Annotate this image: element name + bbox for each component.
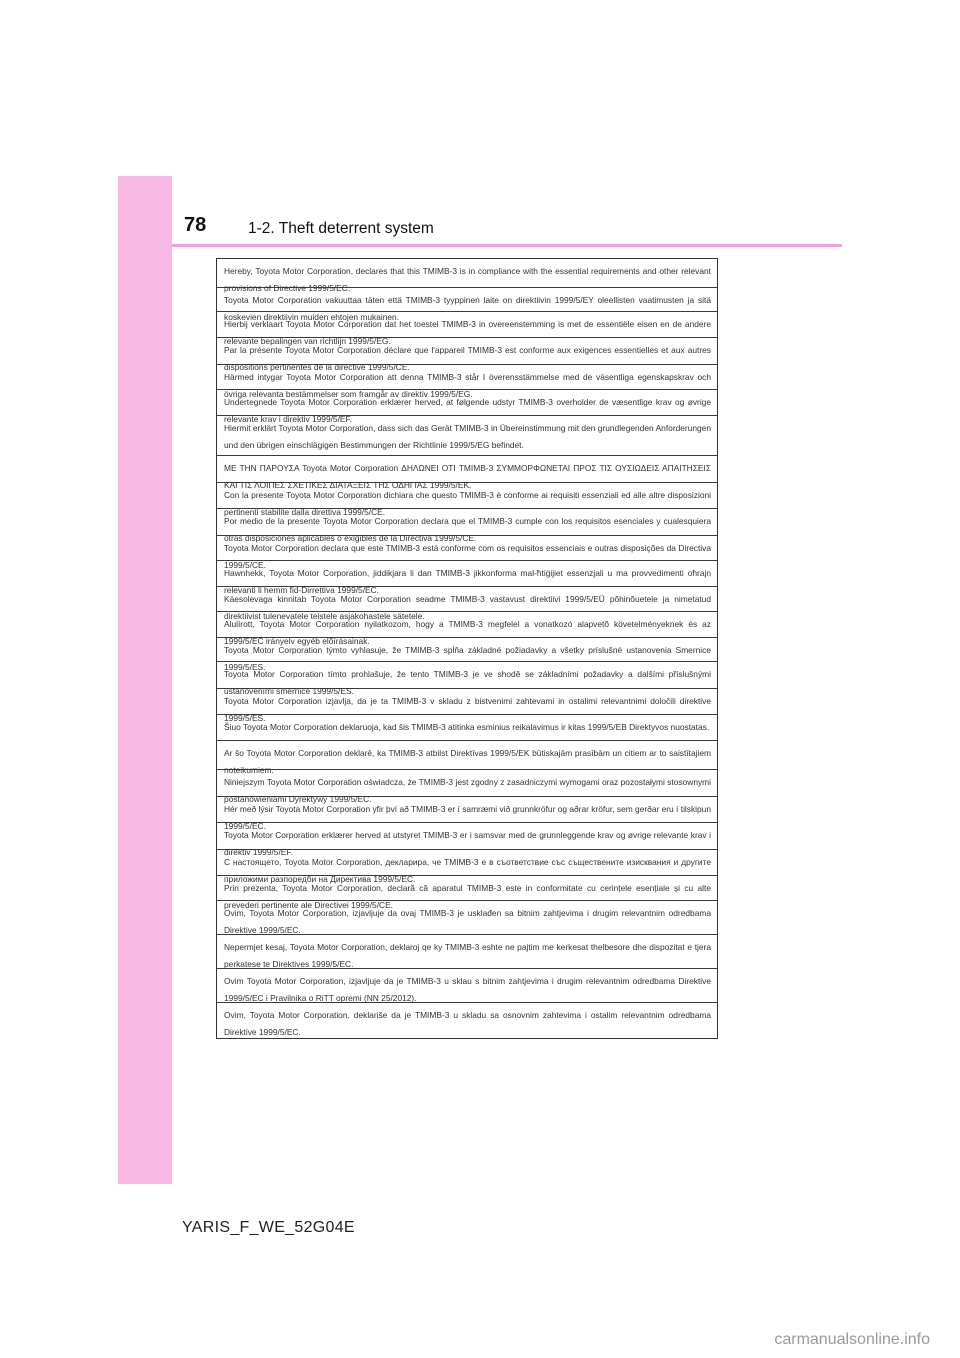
- declaration-text: Toyota Motor Corporation tímto prohlašuje, že tento TMIMB-3 je ve shodě se základními požadavky a dalšími příslušnými ustanoveními směrnice 1999/5/ES.: [224, 669, 711, 696]
- declaration-item: [217, 770, 717, 804]
- declaration-text: Toyota Motor Corporation erklærer herved at utstyret TMIMB-3 er i samsvar med de grunnleggende krav og øvrige relevante krav i direktiv 1999/5/EF.: [224, 830, 711, 857]
- declaration-item: [217, 536, 717, 570]
- declaration-item: [217, 483, 717, 517]
- header-rule: [172, 244, 842, 247]
- declaration-text: Por medio de la presente Toyota Motor Corporation declara que el TMIMB-3 cumple con los requisitos esenciales y cualesquiera otras disposiciones aplicables o exigibles de la Directiva 1999/5/CE.: [224, 516, 711, 543]
- declaration-text: С настоящето, Toyota Motor Corporation, декларира, че TMIMB-3 е в съответствие със съществените изисквания и другите приложими разпоредби на Директива 1999/5/ЕС.: [224, 857, 711, 884]
- declaration-text: Toyota Motor Corporation týmto vyhlasuje, že TMIMB-3 spĺňa základné požiadavky a všetky príslušné ustanovenia Smernice 1999/5/ES.: [224, 645, 711, 672]
- declaration-text: Prin prezenta, Toyota Motor Corporation, declară că aparatul TMIMB-3 este in conformitate cu cerințele esențiale și cu alte prevederi pertinente ale Directivei 1999/5/CE.: [224, 883, 711, 910]
- declaration-item: [217, 587, 717, 621]
- declaration-text: Nepermjet kesaj, Toyota Motor Corporation, deklaroj qe ky TMIMB-3 eshte ne pajtim me kerkesat thelbesore dhe dispozitat e tjera perkatese te Direktives 1999/5/EC.: [224, 942, 711, 969]
- declaration-text: Ovim, Toyota Motor Corporation, izjavljuje da ovaj TMIMB-3 je usklađen sa bitnim zahtjevima i drugim relevantnim odredbama Direktive 1999/5/EC.: [224, 908, 711, 935]
- declaration-item: [217, 715, 717, 741]
- declaration-item: [217, 338, 717, 372]
- declaration-text: Hereby, Toyota Motor Corporation, declares that this TMIMB-3 is in compliance with the essential requirements and other relevant provisions of Directive 1999/5/EC.: [224, 266, 711, 293]
- declaration-text: Hiermit erklärt Toyota Motor Corporation, dass sich das Gerät TMIMB-3 in Übereinstimmung mit den grundlegenden Anforderungen und den übrigen einschlägigen Bestimmungen der Richtlinie 1999/5/EG befindet.: [224, 423, 711, 450]
- declaration-text: Hér með lýsir Toyota Motor Corporation yfir því að TMIMB-3 er í samræmi við grunnkröfur og aðrar kröfur, sem gerðar eru í tilskipun 1999/5/EC.: [224, 804, 711, 831]
- declaration-text: Con la presente Toyota Motor Corporation dichiara che questo TMIMB-3 è conforme ai requisiti essenziali ed alle altre disposizioni pertinenti stabilite dalla direttiva 1999/5/CE.: [224, 490, 711, 517]
- declaration-item: [217, 638, 717, 672]
- declaration-text: Hierbij verklaart Toyota Motor Corporation dat het toestel TMIMB-3 in overeenstemming is met de essentiële eisen en de andere relevante bepalingen van richtlijn 1999/5/EG.: [224, 319, 711, 346]
- declaration-item: [217, 1003, 717, 1040]
- declaration-text: Undertegnede Toyota Motor Corporation erklærer herved, at følgende udstyr TMIMB-3 overholder de væsentlige krav og øvrige relevante krav i direktiv 1999/5/EF.: [224, 397, 711, 424]
- declaration-item: [217, 797, 717, 831]
- declaration-item: [217, 612, 717, 646]
- declaration-item: [217, 312, 717, 346]
- declaration-item: [217, 741, 717, 775]
- model-code: YARIS_F_WE_52G04E: [182, 1219, 355, 1236]
- section-title: 1-2. Theft deterrent system: [248, 220, 434, 237]
- declaration-item: [217, 509, 717, 543]
- declaration-text: Šiuo Toyota Motor Corporation deklaruoja, kad šis TMIMB-3 atitinka esminius reikalavimus ir kitas 1999/5/EB Direktyvos nuostatas.: [224, 722, 710, 732]
- declaration-item: [217, 416, 717, 456]
- declaration-text: Hawnhekk, Toyota Motor Corporation, jiddikjara li dan TMIMB-3 jikkonforma mal-ħtiġijiet essenzjali u ma provvedimenti oħrajn relevanti li hemm fid-Dirrettiva 1999/5/EC.: [224, 568, 711, 595]
- declaration-item: [217, 365, 717, 399]
- declaration-text: Ovim, Toyota Motor Corporation, deklariše da je TMIMB-3 u skladu sa osnovnim zahtevima i ostalim relevantnim odredbama Direktive 1999/5/EC.: [224, 1010, 711, 1037]
- declaration-text: Toyota Motor Corporation declara que este TMIMB-3 está conforme com os requisitos essenciais e outras disposições da Directiva 1999/5/CE.: [224, 543, 711, 570]
- watermark: carmanualsonline.info: [774, 1331, 930, 1348]
- declaration-text: Ar šo Toyota Motor Corporation deklarē, ka TMIMB-3 atbilst Direktīvas 1999/5/EK būtiskajām prasībām un citiem ar to saistītajiem noteikumiem.: [224, 748, 711, 775]
- declaration-text: Niniejszym Toyota Motor Corporation oświadcza, że TMIMB-3 jest zgodny z zasadniczymi wymogami oraz pozostałymi stosownymi postanowieniami Dyrektywy 1999/5/EC.: [224, 777, 711, 804]
- declaration-item: [217, 288, 717, 322]
- declaration-text: Härmed intygar Toyota Motor Corporation att denna TMIMB-3 står I överensstämmelse med de väsentliga egenskapskrav och övriga relevanta bestämmelser som framgår av direktiv 1999/5/EG.: [224, 372, 711, 399]
- page-number: 78: [184, 214, 207, 236]
- declaration-text: Alulírott, Toyota Motor Corporation nyilatkozom, hogy a TMIMB-3 megfelel a vonatkozó alapvetõ követelményeknek és az 1999/5/EC irányelv egyéb elõírásainak.: [224, 619, 711, 646]
- declaration-item: [217, 259, 717, 293]
- declaration-item: [217, 876, 717, 910]
- declaration-item: [217, 456, 717, 490]
- declaration-text: Toyota Motor Corporation izjavlja, da je ta TMIMB-3 v skladu z bistvenimi zahtevami in ostalimi relevantnimi določili direktive 1999/5/ES.: [224, 696, 711, 723]
- declaration-item: [217, 969, 717, 1003]
- declaration-of-conformity-table: [216, 258, 718, 1039]
- declaration-item: [217, 689, 717, 723]
- declaration-text: Ovim Toyota Motor Corporation, izjavljuje da je TMIMB-3 u sklau s bitnim zahtjevima i drugim relevantnim odredbama Direktive 1999/5/EC i Pravilnika o RiTT opremi (NN 25/2012).: [224, 976, 711, 1003]
- declaration-item: [217, 390, 717, 424]
- declaration-item: [217, 935, 717, 969]
- declaration-item: [217, 662, 717, 696]
- declaration-text: Toyota Motor Corporation vakuuttaa täten että TMIMB-3 tyyppinen laite on direktiivin 1999/5/EY oleellisten vaatimusten ja sitä koskevien direktiivin muiden ehtojen mukainen.: [224, 295, 711, 322]
- declaration-text: Par la présente Toyota Motor Corporation déclare que l'appareil TMIMB-3 est conforme aux exigences essentielles et aux autres dispositions pertinentes de la directive 1999/5/CE.: [224, 345, 711, 372]
- declaration-item: [217, 901, 717, 935]
- declaration-item: [217, 823, 717, 857]
- declaration-item: [217, 850, 717, 884]
- chapter-sidebar-tab: [118, 176, 172, 1184]
- declaration-item: [217, 561, 717, 595]
- declaration-text: ΜΕ ΤΗΝ ΠΑΡΟΥΣΑ Toyota Motor Corporation ΔΗΛΩΝΕΙ ΟΤΙ TMIMB-3 ΣΥΜΜΟΡΦΩΝΕΤΑΙ ΠΡΟΣ ΤΙΣ ΟΥΣΙΩΔΕΙΣ ΑΠΑΙΤΗΣΕΙΣ ΚΑΙ ΤΙΣ ΛΟΙΠΕΣ ΣΧΕΤΙΚΕΣ ΔΙΑΤΑΞΕΙΣ ΤΗΣ ΟΔΗΓΙΑΣ 1999/5/ΕΚ.: [224, 463, 711, 490]
- declaration-text: Käesolevaga kinnitab Toyota Motor Corporation seadme TMIMB-3 vastavust direktiivi 1999/5/EÜ põhinõuetele ja nimetatud direktiivist tulenevatele teistele asjakohastele sätetele.: [224, 594, 711, 621]
